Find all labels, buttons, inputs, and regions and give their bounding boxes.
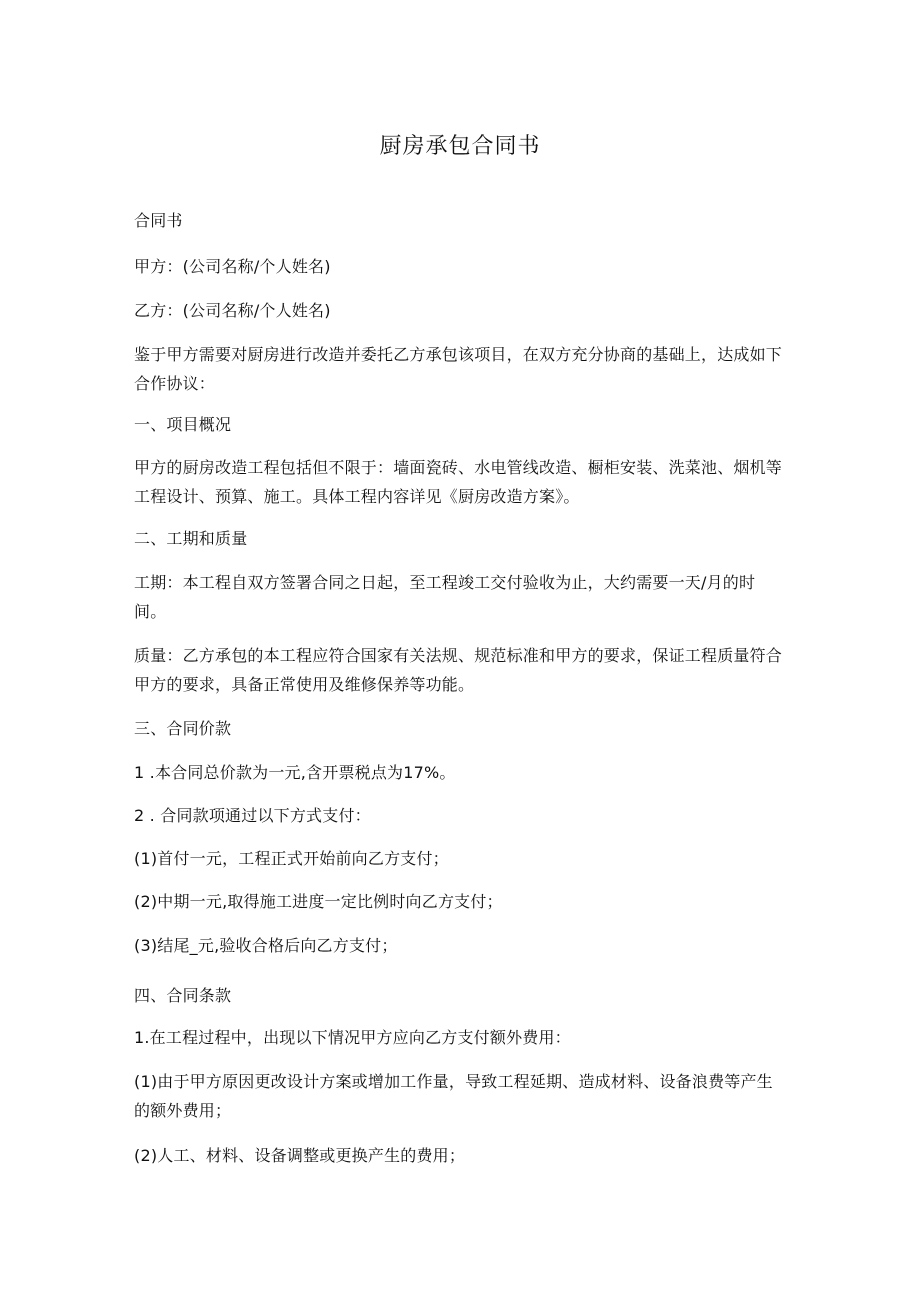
section-heading-3: 三、合同价款	[134, 719, 232, 738]
section-heading-1: 一、项目概况	[134, 415, 232, 434]
paragraph-price-1: 1 .本合同总价款为一元,含开票税点为17%。	[134, 763, 456, 782]
paragraph-party-a: 甲方：(公司名称/个人姓名)	[134, 257, 331, 276]
paragraph-price-2: 2 . 合同款项通过以下方式支付：	[134, 806, 371, 825]
paragraph-quality: 质量：乙方承包的本工程应符合国家有关法规、规范标准和甲方的要求，保证工程质量符合甲方的要求，具备正常使用及维修保养等功能。	[134, 646, 783, 694]
paragraph-schedule: 工期：本工程自双方签署合同之日起，至工程竣工交付验收为止，大约需要一天/月的时间。	[134, 573, 756, 621]
paragraph-party-b: 乙方：(公司名称/个人姓名)	[134, 301, 331, 320]
paragraph-payment-3: (3)结尾_元,验收合格后向乙方支付；	[134, 936, 398, 955]
paragraph-clause-1: 1.在工程过程中，出现以下情况甲方应向乙方支付额外费用：	[134, 1028, 571, 1047]
section-heading-4: 四、合同条款	[134, 986, 232, 1005]
section-heading-2: 二、工期和质量	[134, 529, 248, 548]
paragraph-clause-1-item-2: (2)人工、材料、设备调整或更换产生的费用；	[134, 1146, 466, 1165]
paragraph-clause-1-item-1: (1)由于甲方原因更改设计方案或增加工作量，导致工程延期、造成材料、设备浪费等产生的额外费用；	[134, 1072, 773, 1120]
paragraph-payment-2: (2)中期一元,取得施工进度一定比例时向乙方支付；	[134, 892, 503, 911]
paragraph-heading-contract: 合同书	[134, 211, 183, 230]
paragraph-payment-1: (1)首付一元，工程正式开始前向乙方支付；	[134, 849, 449, 868]
paragraph-project-overview: 甲方的厨房改造工程包括但不限于：墙面瓷砖、水电管线改造、橱柜安装、洗菜池、烟机等工程设计、预算、施工。具体工程内容详见《厨房改造方案》。	[134, 458, 783, 506]
document-title: 厨房承包合同书	[379, 134, 541, 159]
paragraph-preamble: 鉴于甲方需要对厨房进行改造并委托乙方承包该项目，在双方充分协商的基础上，达成如下合作协议：	[134, 345, 783, 393]
